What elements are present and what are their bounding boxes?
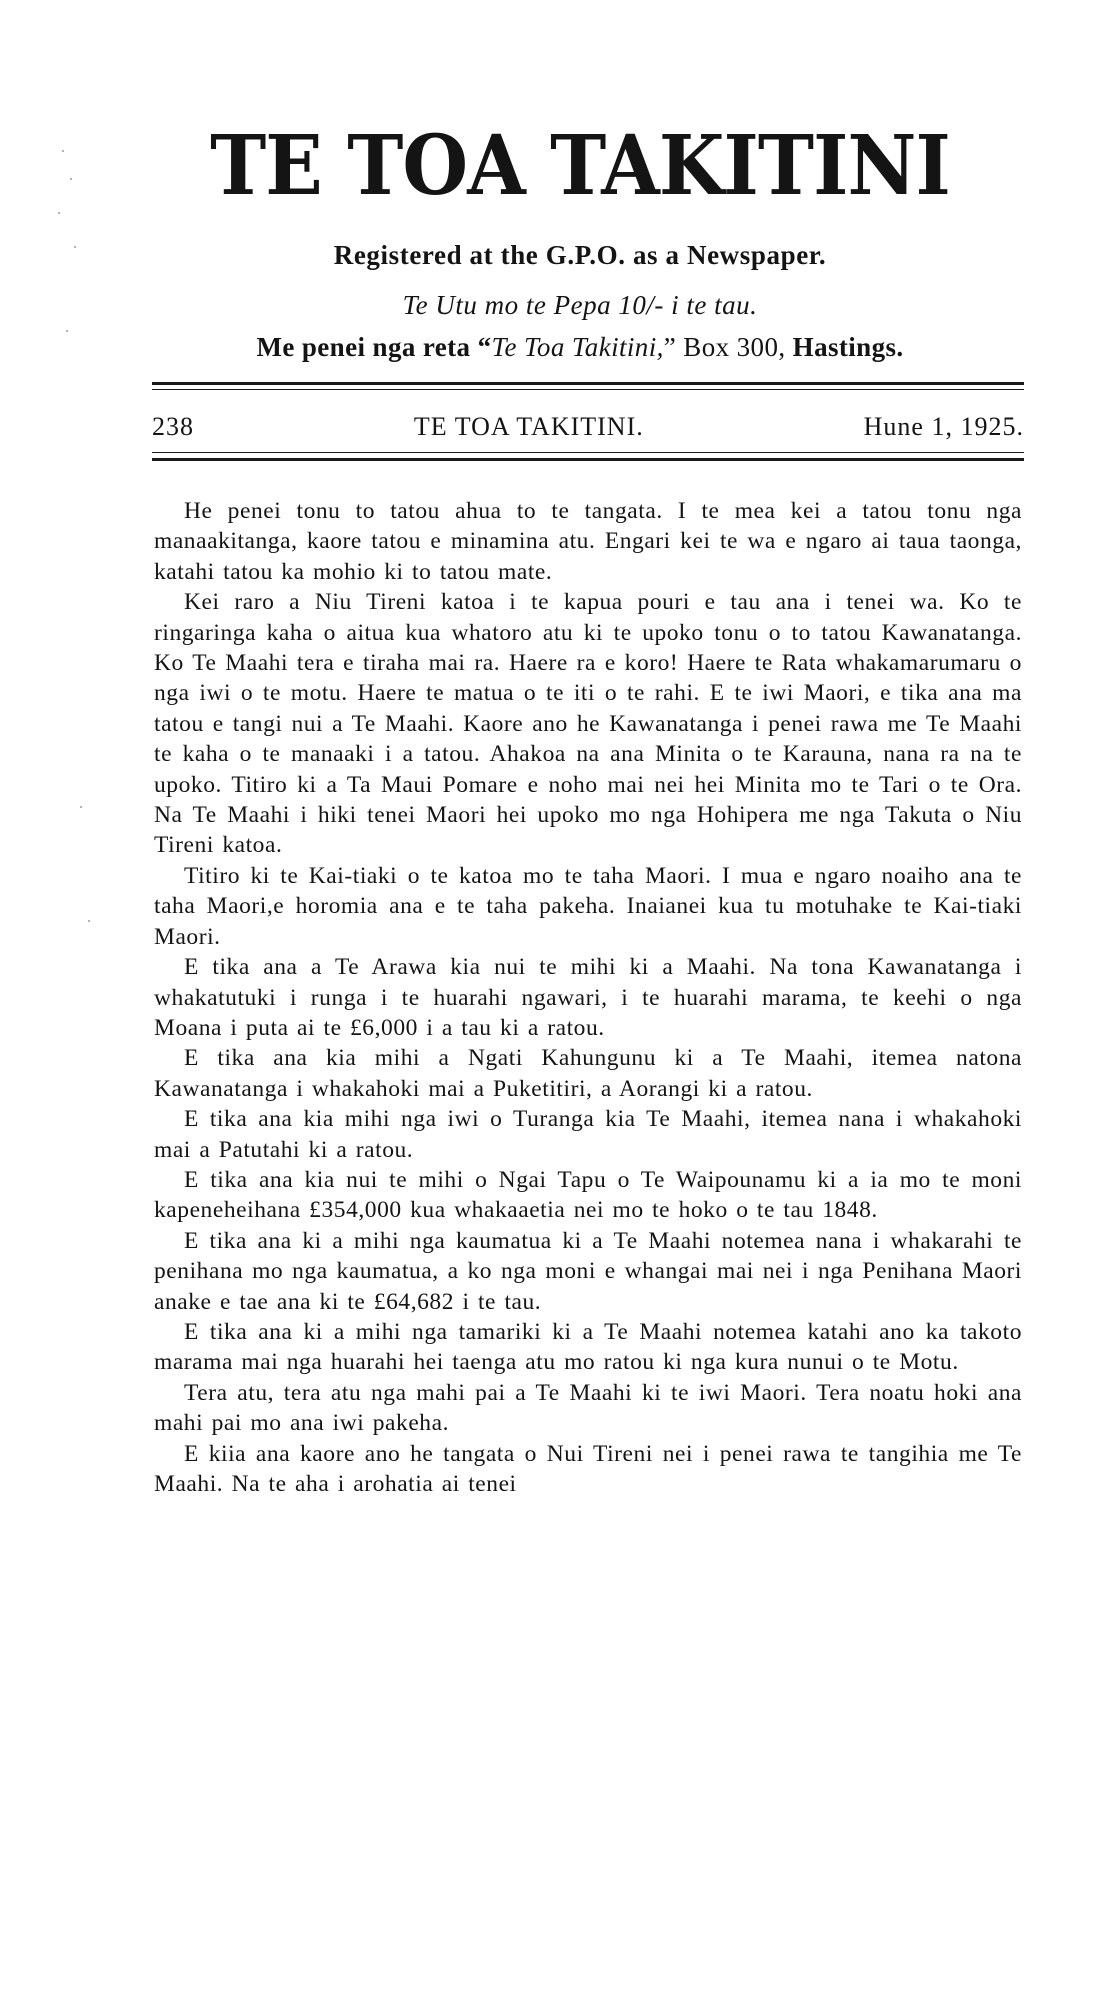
scan-speck xyxy=(66,330,68,332)
scan-speck xyxy=(70,178,72,180)
issue-date: Hune 1, 1925. xyxy=(863,412,1024,441)
article-paragraph: Titiro ki te Kai-tiaki o te katoa mo te taha Maori. I mua e ngaro noaiho ana te taha Maori,e horomia ana e te taha pakeha. Inaianei kua tu motuhake te Kai-tiaki Maori. xyxy=(154,862,1022,950)
article-body xyxy=(154,496,1022,1499)
running-title: TE TOA TAKITINI. xyxy=(413,412,644,441)
scan-speck xyxy=(80,806,82,808)
postal-address xyxy=(140,332,1020,363)
scan-speck xyxy=(74,246,76,248)
newspaper-title: TE TOA TAKITINI xyxy=(210,118,950,214)
article-paragraph: E tika ana kia nui te mihi o Ngai Tapu o Te Waipounamu ki a ia mo te moni kapeneheihana £354,000 kua whakaaetia nei mo te hoko o te tau 1848. xyxy=(154,1166,1022,1224)
top-rule-thick xyxy=(152,382,1024,385)
address-prefix: Me penei nga reta “ xyxy=(256,332,492,362)
article-paragraph: E tika ana ki a mihi nga kaumatua ki a Te Maahi notemea nana i whakarahi te penihana mo nga kaumatua, a ko nga moni e whangai mai nei i nga Penihana Maori anake e tae ana ki te £64,682 i te tau. xyxy=(154,1227,1022,1315)
article-paragraph: Tera atu, tera atu nga mahi pai a Te Maahi ki te iwi Maori. Tera noatu hoki ana mahi pai mo ana iwi pakeha. xyxy=(154,1379,1022,1437)
masthead-title-block xyxy=(140,118,1020,214)
top-rule-thin xyxy=(152,389,1024,390)
article-paragraph: He penei tonu to tatou ahua to te tangata. I te mea kei a tatou tonu nga manaakitanga, kaore tatou e minamina atu. Engari kei te wa e ngaro ai taua taonga, katahi tatou ka mohio ki to tatou mate. xyxy=(154,498,1022,585)
running-head xyxy=(152,412,1024,442)
article-paragraph: E tika ana a Te Arawa kia nui te mihi ki a Maahi. Na tona Kawanatanga i whakatutuki i runga i te huarahi ngawari, i te huarahi marama, te keehi o nga Moana i puta ai te £6,000 i a tau ki a ratou. xyxy=(154,954,1022,1041)
address-box: ” Box 300, xyxy=(663,332,793,362)
scan-speck xyxy=(62,150,64,152)
page-number: 238 xyxy=(152,412,194,441)
bottom-rule-thick xyxy=(152,458,1024,461)
article-paragraph: Kei raro a Niu Tireni katoa i te kapua pouri e tau ana i tenei wa. Ko te ringaringa kaha o aitua kua whatoro atu ki te upoko tonu o to tatou Kawanatanga. Ko Te Maahi tera e tiraha mai ra. Haere ra e koro! Haere te Rata whakamarumaru o nga iwi o te motu. Haere te matua o te iti o te rahi. E te iwi Maori, e tika ana ma tatou e tangi nui a Te Maahi. Kaore ano he Kawanatanga i penei rawa me Te Maahi te kaha o te manaaki i a tatou. Ahakoa na ana Minita o te Karauna, nana ra na te upoko. Titiro ki a Ta Maui Pomare e noho mai nei hei Minita mo te Tari o te Ora. Na Te Maahi i hiki tenei Maori hei upoko mo nga Hohipera me nga Takuta o Niu Tireni katoa. xyxy=(154,589,1022,859)
scan-speck xyxy=(58,212,60,214)
address-paper-name: Te Toa Takitini, xyxy=(491,332,664,362)
article-paragraph: E kiia ana kaore ano he tangata o Nui Tireni nei i penei rawa te tangihia me Te Maahi. Na te aha i arohatia ai tenei xyxy=(154,1440,1022,1497)
subscription-price: Te Utu mo te Pepa 10/- i te tau. xyxy=(402,290,758,320)
address-town: Hastings. xyxy=(792,332,904,362)
article-paragraph: E tika ana ki a mihi nga tamariki ki a Te Maahi notemea katahi ano ka takoto marama mai nga huarahi hei taenga atu mo ratou ki nga kura nunui o te Motu. xyxy=(154,1318,1022,1376)
registration-notice: Registered at the G.P.O. as a Newspaper. xyxy=(333,240,827,270)
scan-speck xyxy=(88,920,90,922)
bottom-rule-thin xyxy=(152,452,1024,453)
article-paragraph: E tika ana kia mihi a Ngati Kahungunu ki a Te Maahi, itemea natona Kawanatanga i whakahoki mai a Puketitiri, a Aorangi ki a ratou. xyxy=(154,1045,1022,1102)
article-paragraph: E tika ana kia mihi nga iwi o Turanga kia Te Maahi, itemea nana i whakahoki mai a Patutahi ki a ratou. xyxy=(154,1106,1022,1163)
